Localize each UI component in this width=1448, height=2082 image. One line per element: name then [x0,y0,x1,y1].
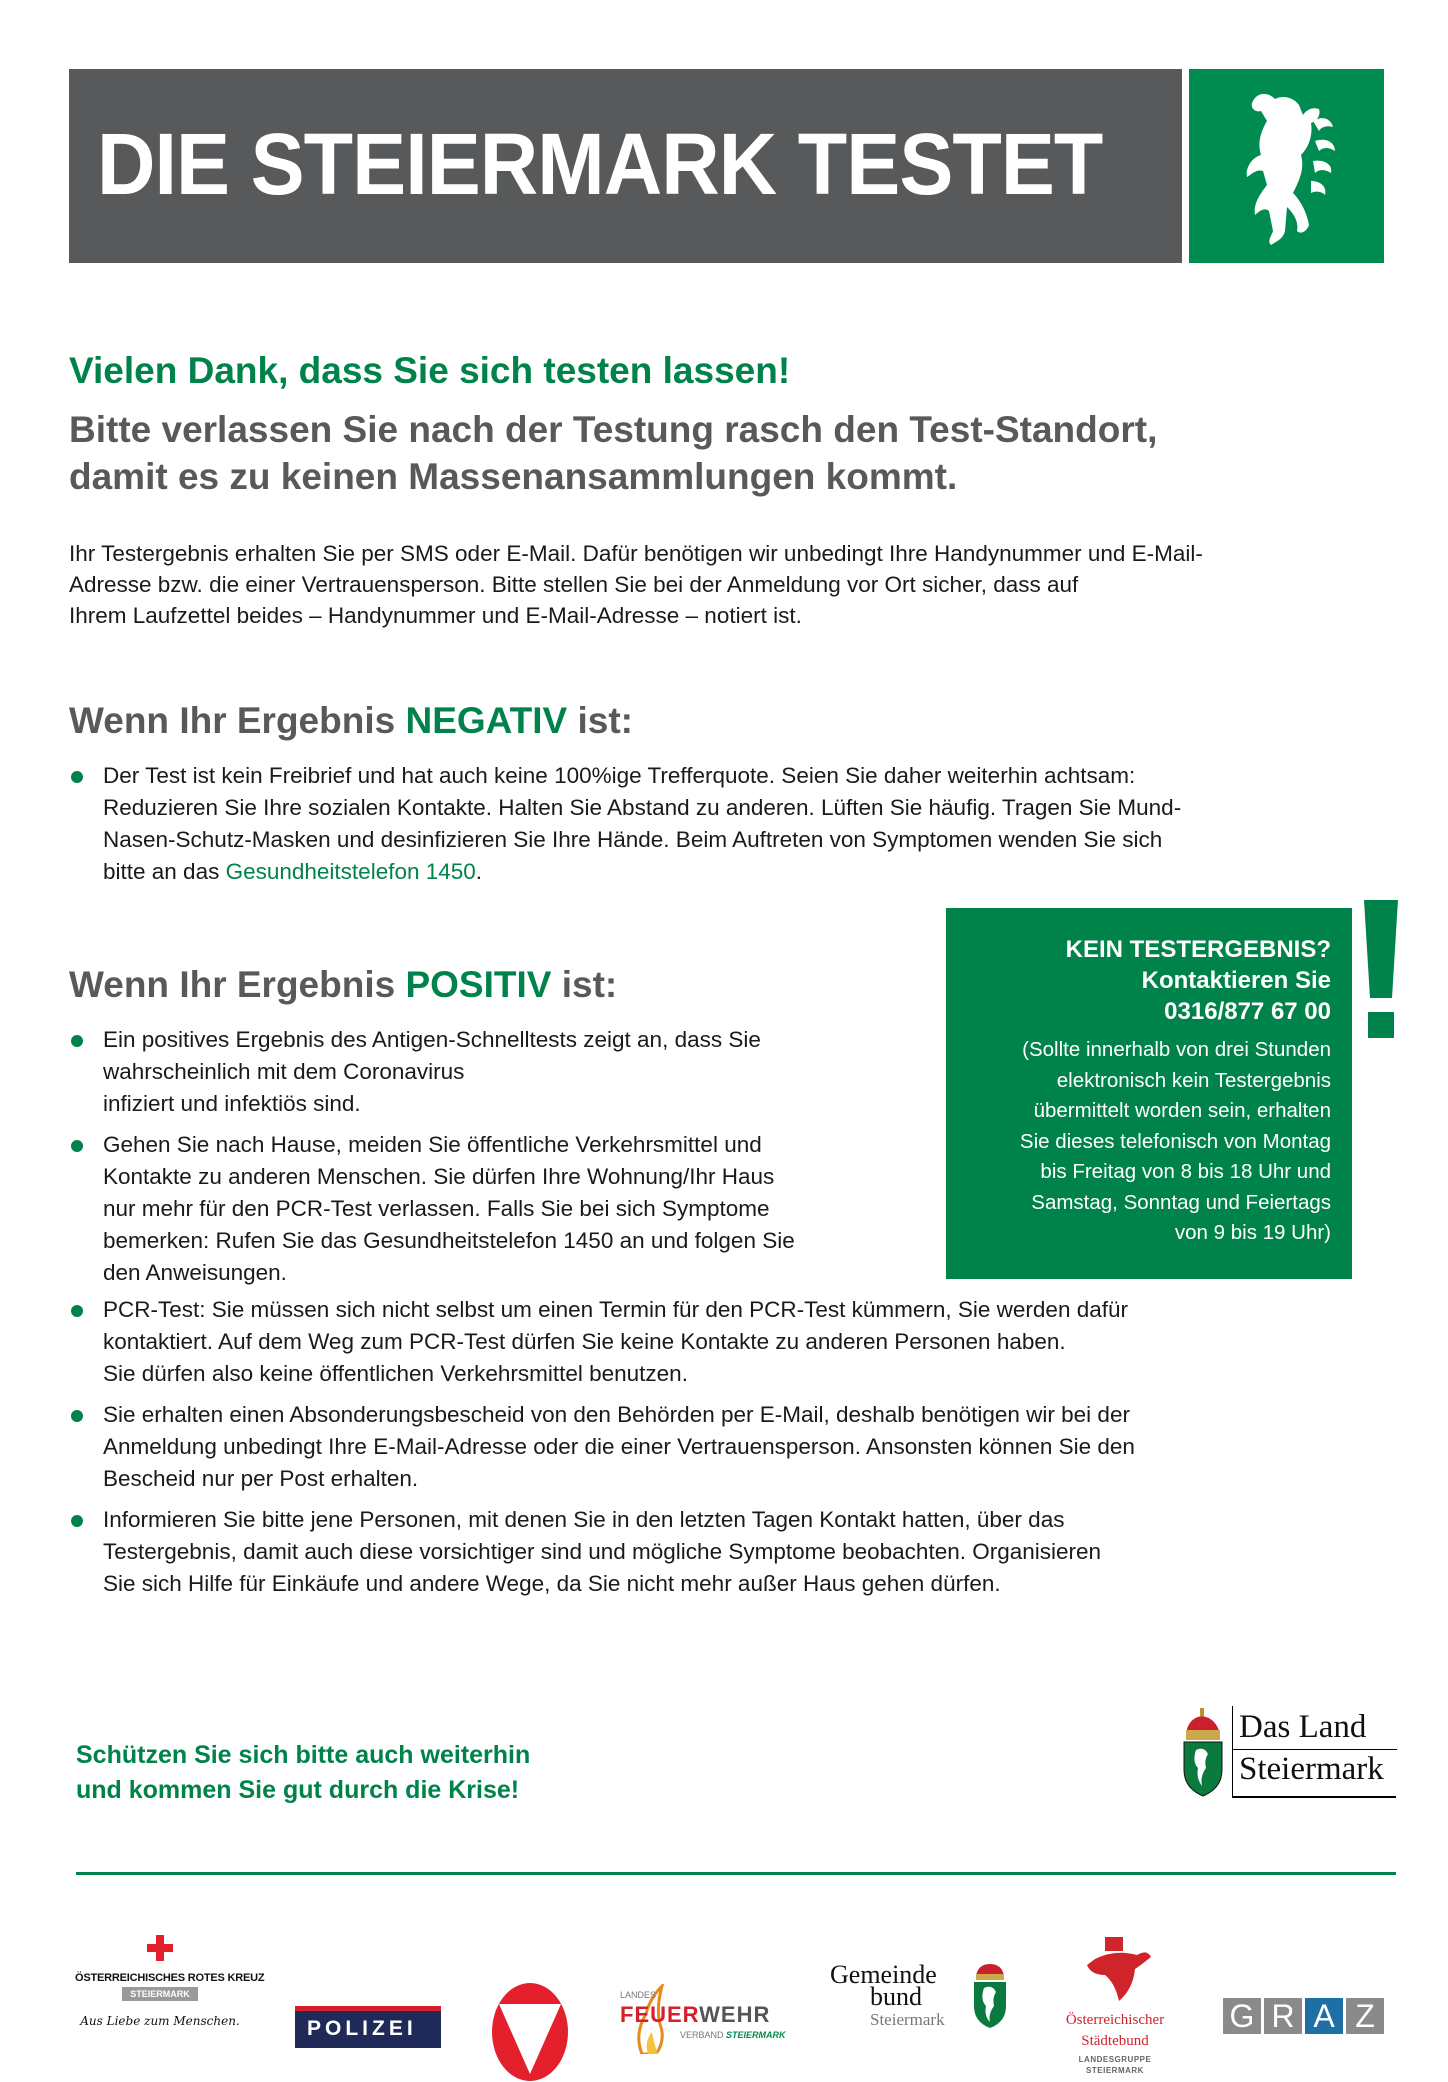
graz-letter: A [1305,1998,1343,2034]
bundesheer-triangle-icon [491,1982,569,2082]
staedtebund-line: Österreichischer [1065,2012,1165,2028]
bullet-line: Reduzieren Sie Ihre sozialen Kontakte. Halten Sie Abstand zu anderen. Lüften Sie häufig. Tragen Sie Mund- [103,795,1182,820]
partner-logos [0,1900,1448,2075]
negative-bullet-list [69,760,1369,897]
land-line: Steiermark [1239,1751,1384,1787]
bullet-dot-icon [71,1410,83,1422]
intro-paragraph [69,538,1389,631]
bullet-line: den Anweisungen. [103,1260,287,1285]
staedtebund-line: STEIERMARK [1086,2066,1144,2075]
staedtebund-logo [1055,1935,1175,2075]
verband-region: STEIERMARK [726,2030,786,2040]
polizei-logo [295,2006,441,2048]
bullet-line: infiziert und infektiös sind. [103,1091,361,1116]
lead-text [69,406,1369,500]
bullet-line: Sie dürfen also keine öffentlichen Verkehrsmittel benutzen. [103,1361,688,1386]
bullet-item [69,1504,1369,1600]
bullet-line: PCR-Test: Sie müssen sich nicht selbst um einen Termin für den PCR-Test kümmern, Sie werden dafür [103,1297,1128,1322]
page-title: DIE STEIERMARK TESTET [97,116,1103,213]
bullet-line: Informieren Sie bitte jene Personen, mit denen Sie in den letzten Tagen Kontakt hatten, über das [103,1507,1065,1532]
staedtebund-line: LANDESGRUPPE [1078,2055,1152,2064]
negative-section-title [69,700,633,742]
no-result-callout [946,908,1352,1279]
intro-line: Ihrem Laufzettel beides – Handynummer und E-Mail-Adresse – notiert ist. [69,603,802,628]
bullet-line: Sie sich Hilfe für Einkäufe und andere Wege, da Sie nicht mehr außer Haus gehen dürfen. [103,1571,1001,1596]
bullet-line: Kontakte zu anderen Menschen. Sie dürfen Ihre Wohnung/Ihr Haus [103,1164,775,1189]
bullet-line: kontaktiert. Auf dem Weg zum PCR-Test dürfen Sie keine Kontakte zu anderen Personen haben. [103,1329,1066,1354]
rotes-kreuz-logo [75,1935,265,2028]
positive-bullet-list-top [69,1024,909,1298]
bullet-line: Der Test ist kein Freibrief und hat auch keine 100%ige Trefferquote. Seien Sie daher weiterhin achtsam: [103,763,1136,788]
callout-head-line: KEIN TESTERGEBNIS? [1065,936,1331,963]
bullet-line: Gehen Sie nach Hause, meiden Sie öffentliche Verkehrsmittel und [103,1132,762,1157]
bullet-text: . [475,859,483,884]
bullet-item [69,760,1369,888]
feuerwehr-top: LANDES [620,1990,657,2000]
bullet-item [69,1399,1369,1495]
callout-body-line: bis Freitag von 8 bis 18 Uhr und [1040,1160,1331,1183]
bullet-dot-icon [71,1305,83,1317]
callout-head-line: Kontaktieren Sie [1141,967,1331,994]
land-steiermark-logo [1178,1706,1396,1798]
gemeindebund-line: Steiermark [870,2010,945,2029]
gemeindebund-logo [830,1960,1010,2065]
footer-divider [76,1872,1396,1875]
closing-message [76,1738,530,1808]
bullet-item [69,1129,909,1289]
red-cross-icon [147,1935,173,1961]
health-hotline-link[interactable]: Gesundheitstelefon 1450 [225,859,476,884]
feuerwehr-logo [616,1990,786,2060]
graz-logo [1223,1998,1384,2034]
exclamation-icon [1356,900,1406,1050]
bullet-line: Sie erhalten einen Absonderungsbescheid von den Behörden per E-Mail, deshalb benötigen wir bei der [103,1402,1130,1427]
title-suffix: ist: [551,964,618,1005]
staedtebund-line: Städtebund [1081,2033,1149,2049]
callout-body-line: (Sollte innerhalb von drei Stunden [1022,1038,1331,1061]
title-accent: NEGATIV [405,700,568,741]
feuerwehr-red-part: FEUER [620,2002,700,2027]
bullet-line: Testergebnis, damit auch diese vorsichtiger sind und mögliche Symptome beobachten. Organisieren [103,1539,1102,1564]
rotes-kreuz-name: ÖSTERREICHISCHES ROTES KREUZ [75,1972,265,1984]
feuerwehr-wordmark [620,2002,770,2028]
closing-line: Schützen Sie sich bitte auch weiterhin [76,1741,531,1769]
bullet-dot-icon [71,771,83,783]
positive-bullet-list-bottom [69,1294,1369,1609]
callout-phone-number[interactable]: 0316/877 67 00 [1164,998,1331,1025]
lead-line: Bitte verlassen Sie nach der Testung rasch den Test-Standort, [69,409,1158,450]
gemeindebund-line: Gemeinde [830,1960,937,1989]
gemeindebund-line: bund [870,1982,922,2011]
feuerwehr-grey-part: WEHR [699,2002,771,2027]
callout-body-line: Samstag, Sonntag und Feiertags [1031,1190,1331,1214]
bullet-dot-icon [71,1140,83,1152]
polizei-name: POLIZEI [307,2017,417,2040]
bullet-line: Anmeldung unbedingt Ihre E-Mail-Adresse oder die einer Vertrauensperson. Ansonsten können Sie den [103,1434,1135,1459]
rotes-kreuz-region: STEIERMARK [122,1987,198,2001]
graz-letter: R [1264,1998,1302,2034]
title-suffix: ist: [567,700,633,741]
intro-line: Adresse bzw. die einer Vertrauensperson. Bitte stellen Sie bei der Anmeldung vor Ort sicher, dass auf [69,572,1079,597]
callout-heading [966,934,1331,1027]
title-prefix: Wenn Ihr Ergebnis [69,700,406,741]
bullet-text: bitte an das [103,859,226,884]
bullet-line: Ein positives Ergebnis des Antigen-Schnelltests zeigt an, dass Sie [103,1027,761,1052]
bullet-line: bemerken: Rufen Sie das Gesundheitstelefon 1450 an und folgen Sie [103,1228,795,1253]
coat-of-arms-icon [970,1960,1010,2030]
callout-body-line: übermittelt worden sein, erhalten [1033,1099,1331,1122]
eagle-head-icon [1075,1935,1155,2003]
bullet-line: Bescheid nur per Post erhalten. [103,1466,419,1491]
land-steiermark-wordmark [1232,1706,1396,1798]
bullet-line: wahrscheinlich mit dem Coronavirus [103,1059,465,1084]
bullet-line: nur mehr für den PCR-Test verlassen. Falls Sie bei sich Symptome [103,1196,770,1221]
thanks-heading: Vielen Dank, dass Sie sich testen lassen! [69,350,791,391]
coat-of-arms-icon [1178,1706,1228,1798]
bullet-line [103,856,1369,888]
divider [1233,1749,1397,1750]
closing-line: und kommen Sie gut durch die Krise! [76,1776,520,1804]
graz-letter: G [1223,1998,1261,2034]
styrian-panther-icon [1227,81,1347,251]
bullet-dot-icon [71,1035,83,1047]
bullet-dot-icon [71,1515,83,1527]
bullet-item [69,1024,909,1120]
title-accent: POSITIV [405,964,552,1005]
land-line: Das Land [1239,1709,1367,1745]
callout-body [966,1035,1331,1249]
graz-letter: Z [1346,1998,1384,2034]
rotes-kreuz-tagline: Aus Liebe zum Menschen. [80,2014,240,2028]
bullet-line: Nasen-Schutz-Masken und desinfizieren Sie Ihre Hände. Beim Auftreten von Symptomen wenden Sie sich [103,827,1163,852]
positive-section-title [69,964,617,1006]
callout-body-line: von 9 bis 19 Uhr) [1174,1221,1331,1244]
header-title-box [69,69,1182,263]
intro-line: Ihr Testergebnis erhalten Sie per SMS oder E-Mail. Dafür benötigen wir unbedingt Ihre Handynummer und E-Mail- [69,541,1203,566]
feuerwehr-verband [680,2030,786,2040]
callout-body-line: elektronisch kein Testergebnis [1056,1068,1331,1092]
callout-body-line: Sie dieses telefonisch von Montag [1019,1129,1331,1153]
lead-line: damit es zu keinen Massenansammlungen kommt. [69,456,958,497]
verband-label: VERBAND [680,2030,724,2040]
title-prefix: Wenn Ihr Ergebnis [69,964,406,1005]
header-logo-box [1189,69,1384,263]
bullet-item [69,1294,1369,1390]
header-banner [69,69,1384,263]
